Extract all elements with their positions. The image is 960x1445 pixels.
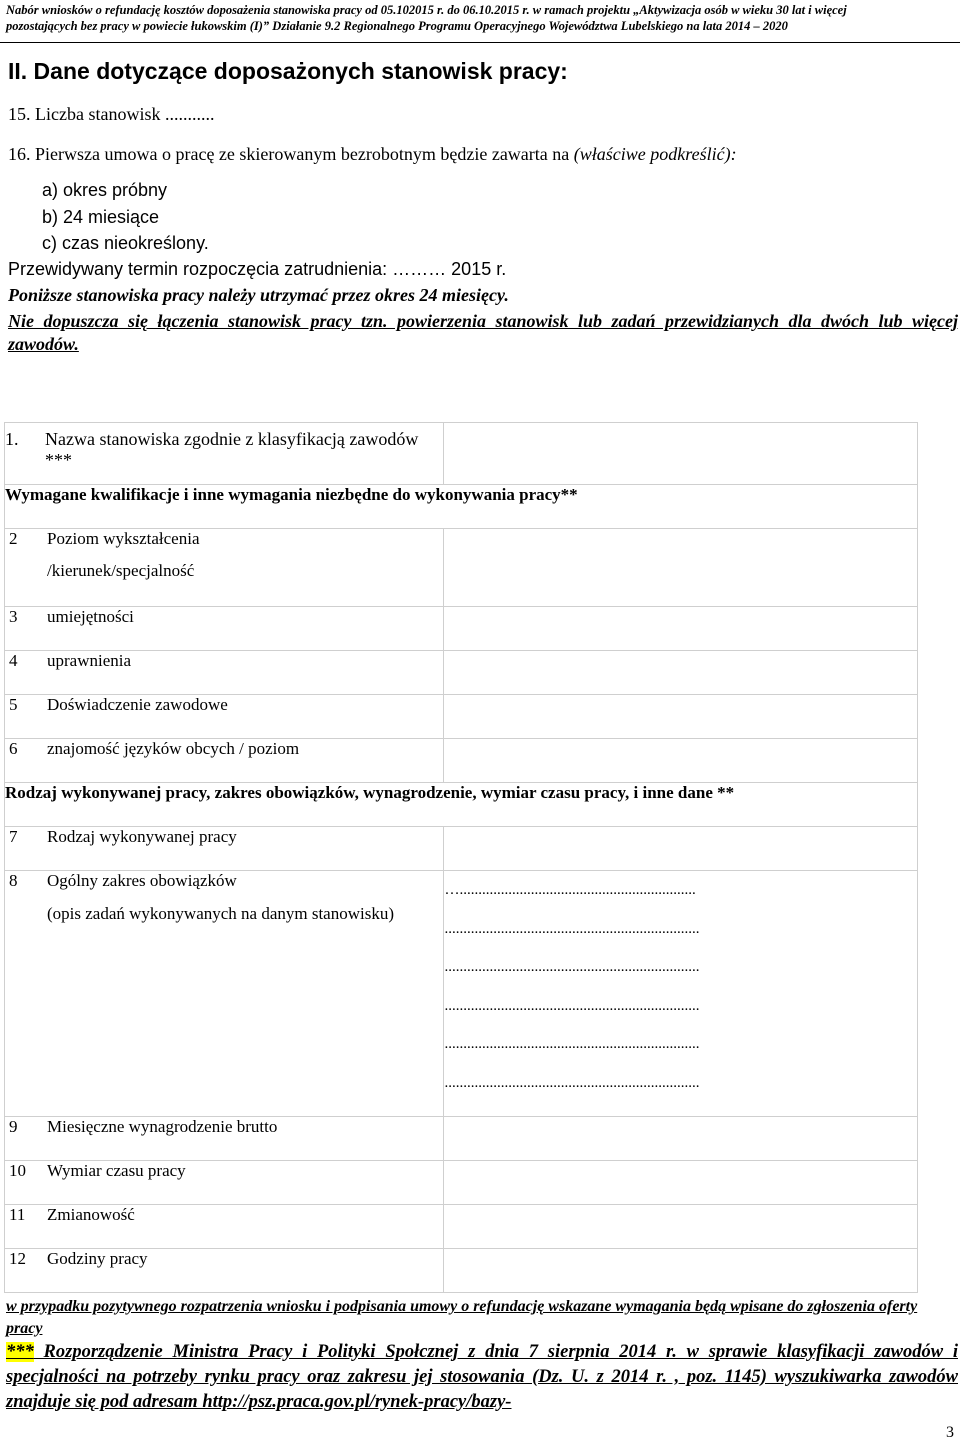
row-5-label: Doświadczenie zawodowe xyxy=(47,695,228,714)
question-15: 15. Liczba stanowisk ........... xyxy=(8,104,215,124)
start-date-line: Przewidywany termin rozpoczęcia zatrudnienia: ……… 2015 r. xyxy=(8,259,507,279)
work-details-header: Rodzaj wykonywanej pracy, zakres obowiązków, wynagrodzenie, wymiar czasu pracy, i inne dane ** xyxy=(5,783,918,827)
skills-value[interactable] xyxy=(444,607,918,651)
footnote-requirements: w przypadku pozytywnego rozpatrzenia wniosku i podpisania umowy o refundację wskazane wymagania będą wpisane do zgłoszenia oferty pracy xyxy=(6,1298,918,1337)
header-line-2: pozostających bez pracy w powiecie łukowskim (I)” Działanie 9.2 Regionalnego Programu Operacyjnego Województwa Lubelskiego na lata 2014 – 2020 xyxy=(6,19,788,33)
regulation-text: Rozporządzenie Ministra Pracy i Polityki Społcznej z dnia 7 sierpnia 2014 r. w sprawie klasyfikacji zawodów i specjalności na potrzeby rynku pracy oraz zakresu jej stosowania (Dz. U. z 2014 r. , poz. 1145) wyszukiwarka zawodów znajduje się pod adresam http://psz.praca.gov.pl/rynek-pracy/bazy- xyxy=(6,1342,958,1412)
dotted-line: .................................................................... xyxy=(444,920,700,937)
page-number: 3 xyxy=(946,1424,954,1441)
working-time-value[interactable] xyxy=(444,1161,918,1205)
row-7-number: 7 xyxy=(9,827,18,846)
duties-value[interactable] xyxy=(444,871,918,1117)
dotted-line: .................................................................... xyxy=(444,997,700,1014)
dotted-line: .................................................................... xyxy=(444,959,700,975)
row-8-number: 8 xyxy=(9,871,18,890)
languages-value[interactable] xyxy=(444,739,918,783)
work-type-value[interactable] xyxy=(444,827,918,871)
shifts-value[interactable] xyxy=(444,1205,918,1249)
header-line-1: Nabór wniosków o refundację kosztów doposażenia stanowiska pracy od 05.102015 r. do 06.10.2015 r. w ramach projektu „Aktywizacja osób w wieku 30 lat i więcej xyxy=(6,3,847,17)
experience-value[interactable] xyxy=(444,695,918,739)
licenses-value[interactable] xyxy=(444,651,918,695)
dotted-line: .................................................................... xyxy=(444,1074,700,1091)
row-9-label: Miesięczne wynagrodzenie brutto xyxy=(47,1117,278,1136)
row-9-number: 9 xyxy=(9,1117,18,1136)
row-5-number: 5 xyxy=(9,695,18,714)
row-12-label: Godziny pracy xyxy=(47,1249,148,1268)
dotted-line: …............................................................... xyxy=(444,882,696,898)
row-2-number: 2 xyxy=(9,529,18,548)
document-header xyxy=(6,2,956,34)
qualifications-header: Wymagane kwalifikacje i inne wymagania niezbędne do wykonywania pracy** xyxy=(5,485,918,529)
row-7-label: Rodzaj wykonywanej pracy xyxy=(47,827,237,846)
row-6-number: 6 xyxy=(9,739,18,758)
row-3-number: 3 xyxy=(9,607,18,626)
row-11-label: Zmianowość xyxy=(47,1205,135,1224)
row-2-sublabel: /kierunek/specjalność xyxy=(47,561,195,580)
row-1-number: 1. xyxy=(5,429,19,449)
section-title: II. Dane dotyczące doposażonych stanowisk pracy: xyxy=(8,58,568,84)
question-16-text: 16. Pierwsza umowa o pracę ze skierowanym bezrobotnym będzie zawarta na xyxy=(8,144,574,164)
row-4-label: uprawnienia xyxy=(47,651,132,670)
footnote-regulation xyxy=(6,1340,958,1415)
row-8-sublabel: (opis zadań wykonywanych na danym stanowisku) xyxy=(47,904,395,923)
position-name-value[interactable] xyxy=(444,423,918,485)
option-a[interactable]: a) okres próbny xyxy=(42,180,168,200)
row-3-label: umiejętności xyxy=(47,607,134,626)
row-10-number: 10 xyxy=(9,1161,26,1180)
row-12-number: 12 xyxy=(9,1249,26,1268)
position-form-table xyxy=(4,422,918,1293)
working-hours-value[interactable] xyxy=(444,1249,918,1293)
footnote-marker: *** xyxy=(6,1342,34,1362)
question-16-note: (właściwe podkreślić): xyxy=(573,144,737,164)
dotted-line: .................................................................... xyxy=(444,1036,700,1052)
notice-retention: Poniższe stanowiska pracy należy utrzymać przez okres 24 miesięcy. xyxy=(8,285,509,305)
row-6-label: znajomość języków obcych / poziom xyxy=(47,739,300,758)
form-row-position-name xyxy=(5,423,918,485)
row-11-number: 11 xyxy=(9,1205,26,1224)
question-16 xyxy=(8,144,737,165)
row-8-label: Ogólny zakres obowiązków xyxy=(47,871,237,890)
notice-no-combining: Nie dopuszcza się łączenia stanowisk pracy tzn. powierzenia stanowisk lub zadań przewidzianych dla dwóch lub więcej zawodów. xyxy=(8,311,958,354)
header-divider xyxy=(0,42,960,43)
row-1-label: Nazwa stanowiska zgodnie z klasyfikacją zawodów *** xyxy=(45,429,419,470)
education-value[interactable] xyxy=(444,529,918,607)
row-4-number: 4 xyxy=(9,651,18,670)
row-10-label: Wymiar czasu pracy xyxy=(47,1161,186,1180)
salary-value[interactable] xyxy=(444,1117,918,1161)
row-2-label: Poziom wykształcenia xyxy=(47,529,200,548)
option-b[interactable]: b) 24 miesiące xyxy=(42,207,160,227)
option-c[interactable]: c) czas nieokreślony. xyxy=(42,233,209,253)
